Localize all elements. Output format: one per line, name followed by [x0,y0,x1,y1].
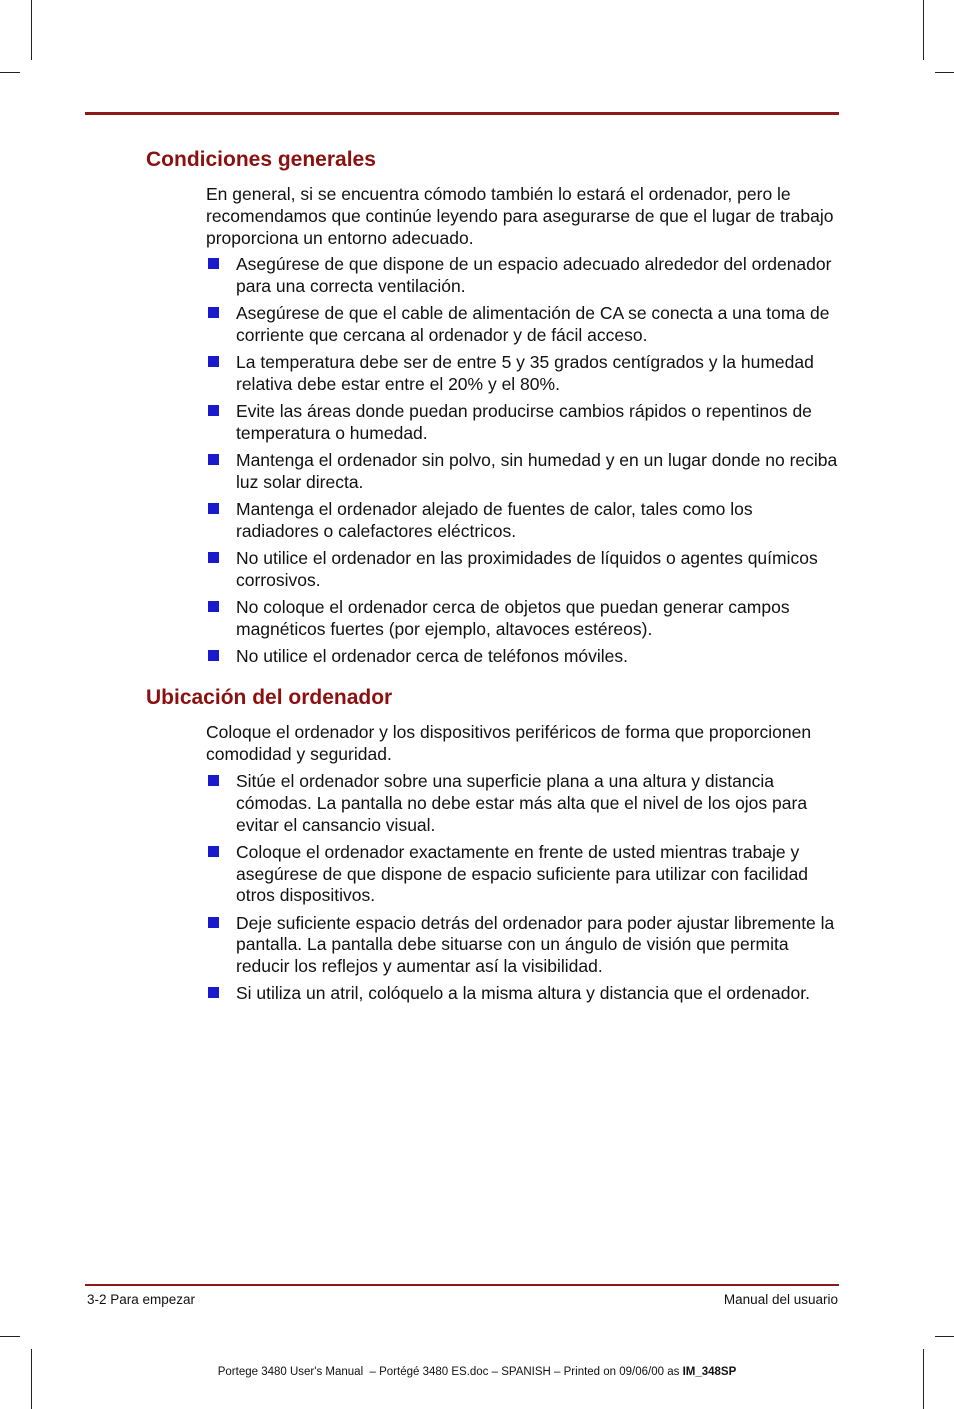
print-info-line [0,1366,954,1378]
list-item [206,499,840,543]
list-item [206,450,840,494]
square-bullet-icon [208,405,219,416]
square-bullet-icon [208,846,219,857]
square-bullet-icon [208,775,219,786]
footer-manual-title: Manual del usuario [723,1292,838,1307]
list-item-text: Evite las áreas donde puedan producirse cambios rápidos o repentinos de temperatura o humedad. [236,400,812,443]
square-bullet-icon [208,987,219,998]
square-bullet-icon [208,601,219,612]
bullet-list-condiciones [206,254,840,673]
footer-page-label: 3-2 Para empezar [87,1292,196,1307]
crop-mark [923,0,924,60]
list-item [206,646,840,668]
list-item-text: Si utiliza un atril, colóquelo a la misma altura y distancia que el ordenador. [236,983,810,1004]
list-item-text: No coloque el ordenador cerca de objetos que puedan generar campos magnéticos fuertes (por ejemplo, altavoces estéreos). [236,596,790,639]
list-item [206,401,840,445]
list-item-text: No utilice el ordenador en las proximidades de líquidos o agentes químicos corrosivos. [236,547,818,590]
print-info-code: IM_348SP [682,1366,737,1378]
square-bullet-icon [208,650,219,661]
list-item-text: Asegúrese de que dispone de un espacio adecuado alrededor del ordenador para una correcta ventilación. [236,254,832,296]
list-item-text: Mantenga el ordenador alejado de fuentes de calor, tales como los radiadores o calefactores eléctricos. [236,498,753,541]
crop-mark [935,1336,954,1337]
list-item [206,771,840,836]
list-item-text: Asegúrese de que el cable de alimentación de CA se conecta a una toma de corriente que cercana al ordenador y de fácil acceso. [236,302,830,345]
bullet-list-ubicacion [206,771,840,1011]
list-item [206,597,840,641]
section-heading-condiciones: Condiciones generales [146,148,376,171]
list-item-text: No utilice el ordenador cerca de teléfonos móviles. [236,645,629,666]
crop-mark [0,72,20,73]
list-item-text: Mantenga el ordenador sin polvo, sin humedad y en un lugar donde no reciba luz solar directa. [236,449,838,492]
print-info-text: Portege 3480 User's Manual – Portégé 3480 ES.doc – SPANISH – Printed on 09/06/00 as [217,1366,683,1378]
crop-mark [31,0,32,60]
list-item [206,842,840,907]
list-item-text: La temperatura debe ser de entre 5 y 35 grados centígrados y la humedad relativa debe estar entre el 20% y el 80%. [236,351,814,394]
list-item [206,983,840,1005]
section-intro: En general, si se encuentra cómodo también lo estará el ordenador, pero le recomendamos que continúe leyendo para asegurarse de que el lugar de trabajo proporciona un entorno adecuado. [206,184,834,248]
list-item [206,303,840,347]
list-item [206,548,840,592]
list-item [206,352,840,396]
list-item [206,913,840,978]
square-bullet-icon [208,356,219,367]
section-intro: Coloque el ordenador y los dispositivos periféricos de forma que proporcionen comodidad y seguridad. [206,722,812,764]
crop-mark [0,1336,20,1337]
square-bullet-icon [208,917,219,928]
crop-mark [923,1349,924,1409]
list-item [206,254,840,298]
list-item-text: Coloque el ordenador exactamente en frente de usted mientras trabaje y asegúrese de que dispone de espacio suficiente para utilizar con facilidad otros dispositivos. [236,841,809,906]
section-heading-ubicacion: Ubicación del ordenador [146,686,393,709]
square-bullet-icon [208,307,219,318]
square-bullet-icon [208,503,219,514]
list-item-text: Sitúe el ordenador sobre una superficie plana a una altura y distancia cómodas. La pantalla no debe estar más alta que el nivel de los ojos para evitar el cansancio visual. [236,771,808,835]
crop-mark [935,72,954,73]
footer-rule [85,1284,839,1286]
square-bullet-icon [208,258,219,269]
crop-mark [31,1349,32,1409]
header-rule [85,112,839,115]
list-item-text: Deje suficiente espacio detrás del ordenador para poder ajustar libremente la pantalla. La pantalla debe situarse con un ángulo de visión que permita reducir los reflejos y aumentar así la visibilidad. [236,912,835,977]
square-bullet-icon [208,552,219,563]
square-bullet-icon [208,454,219,465]
